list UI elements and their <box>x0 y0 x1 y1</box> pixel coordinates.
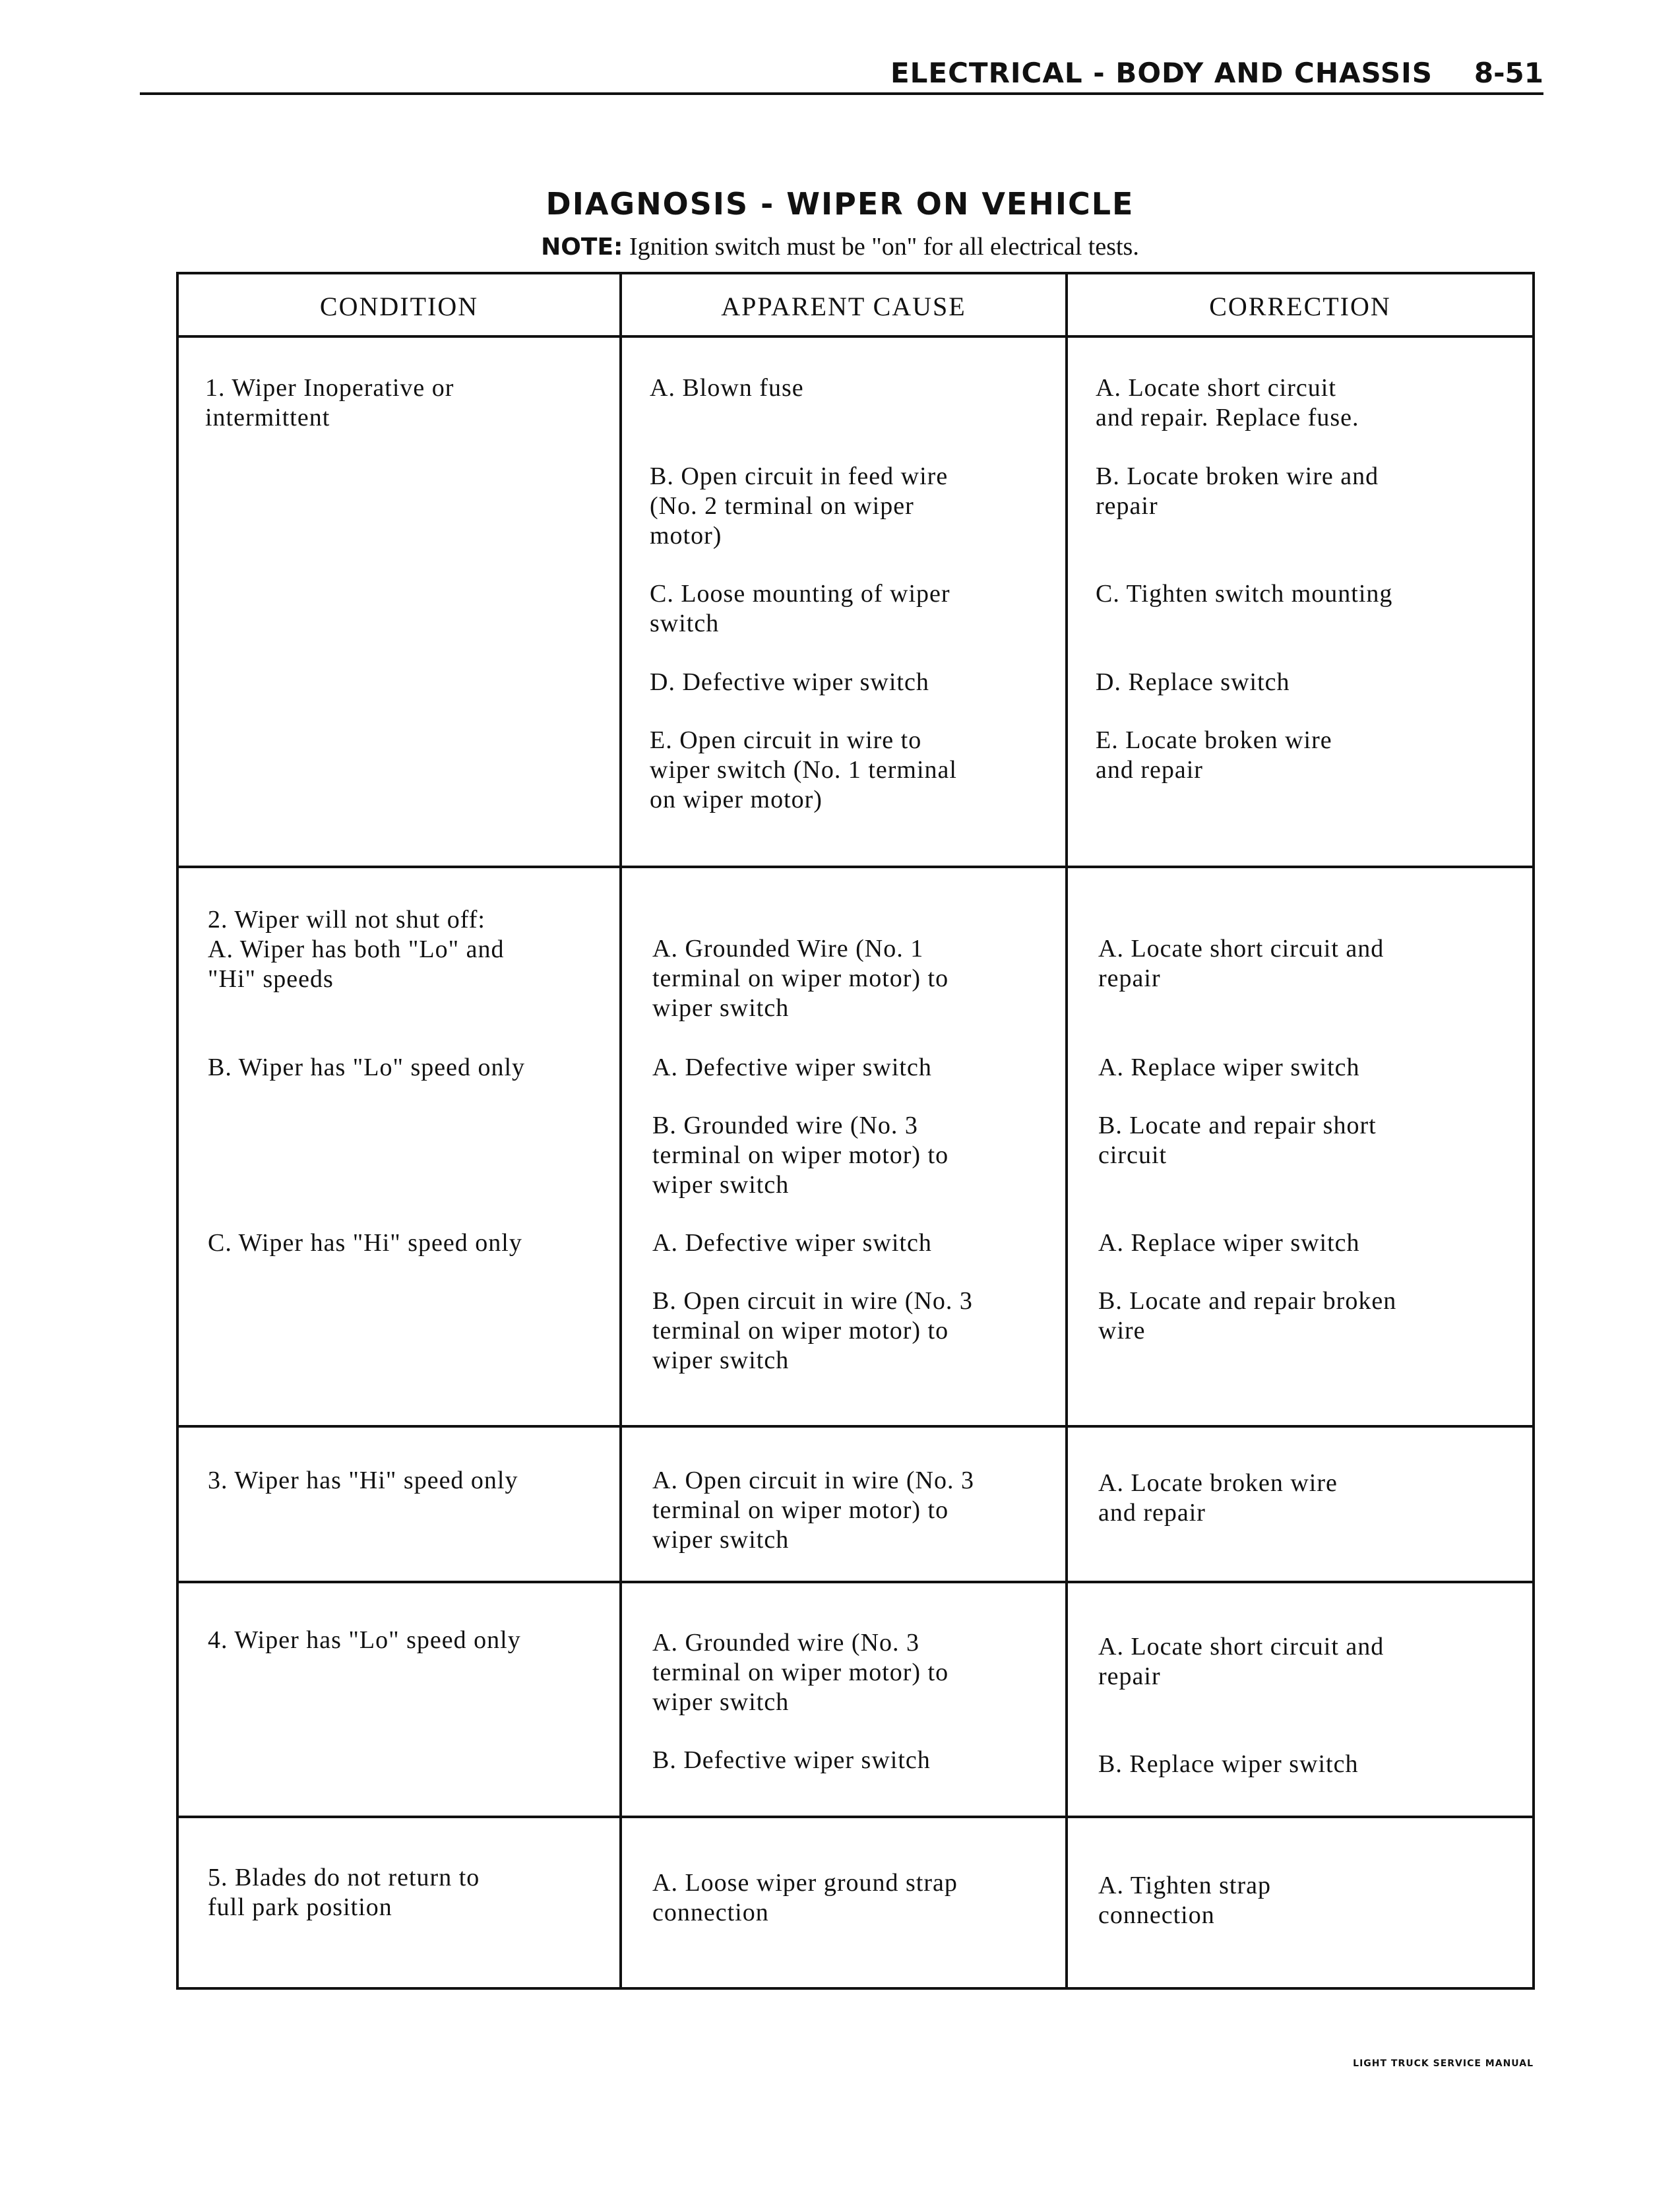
row5-condition: 5. Blades do not return to full park position <box>208 1864 480 1921</box>
row1-correction-a: A. Locate short circuit and repair. Replace fuse. <box>1096 374 1359 431</box>
row3-condition: 3. Wiper has "Hi" speed only <box>208 1467 518 1494</box>
row2b-correction-a: A. Replace wiper switch <box>1098 1054 1360 1081</box>
row4-cause-b: B. Defective wiper switch <box>652 1746 931 1774</box>
row5-cause-a: A. Loose wiper ground strap connection <box>652 1869 958 1926</box>
row2a-cause: A. Grounded Wire (No. 1 terminal on wiper motor) to wiper switch <box>652 935 949 1022</box>
row1-cause-d: D. Defective wiper switch <box>650 668 929 696</box>
row-divider <box>179 1581 1532 1583</box>
note <box>0 232 1680 261</box>
row2c-correction-b: B. Locate and repair broken wire <box>1098 1287 1397 1345</box>
page-number: 8-51 <box>1474 57 1543 89</box>
note-text: Ignition switch must be "on" for all electrical tests. <box>623 233 1139 261</box>
row4-correction-b: B. Replace wiper switch <box>1098 1750 1359 1778</box>
row2b-correction-b: B. Locate and repair short circuit <box>1098 1112 1377 1169</box>
column-header-condition: CONDITION <box>319 291 479 321</box>
row2a-correction: A. Locate short circuit and repair <box>1098 935 1384 992</box>
row-divider <box>179 1816 1532 1818</box>
row3-correction-a: A. Locate broken wire and repair <box>1098 1469 1338 1527</box>
section-title: ELECTRICAL - BODY AND CHASSIS <box>890 57 1433 89</box>
column-divider <box>1065 274 1068 1987</box>
column-header-cause: APPARENT CAUSE <box>721 291 966 321</box>
row1-correction-e: E. Locate broken wire and repair <box>1096 726 1332 784</box>
diagnosis-table <box>176 272 1535 1990</box>
row2b-cause-b: B. Grounded wire (No. 3 terminal on wiper motor) to wiper switch <box>652 1112 949 1199</box>
row4-condition: 4. Wiper has "Lo" speed only <box>208 1626 521 1654</box>
row5-correction-a: A. Tighten strap connection <box>1098 1872 1271 1929</box>
row1-cause-b: B. Open circuit in feed wire (No. 2 terminal on wiper motor) <box>650 462 949 550</box>
document-title: DIAGNOSIS - WIPER ON VEHICLE <box>545 186 1135 222</box>
row1-correction-d: D. Replace switch <box>1096 668 1290 696</box>
row1-cause-c: C. Loose mounting of wiper switch <box>650 580 950 637</box>
row2c-condition: C. Wiper has "Hi" speed only <box>208 1229 522 1257</box>
row3-cause-a: A. Open circuit in wire (No. 3 terminal on wiper motor) to wiper switch <box>652 1467 974 1554</box>
page-header <box>140 57 1543 94</box>
row1-cause-e: E. Open circuit in wire to wiper switch (No. 1 terminal on wiper motor) <box>650 726 957 813</box>
row2c-correction-a: A. Replace wiper switch <box>1098 1229 1360 1257</box>
row-divider <box>179 1425 1532 1428</box>
row2-condition: 2. Wiper will not shut off: A. Wiper has both "Lo" and "Hi" speeds <box>208 906 505 993</box>
row4-cause-a: A. Grounded wire (No. 3 terminal on wiper motor) to wiper switch <box>652 1629 949 1716</box>
note-label: NOTE: <box>541 234 623 261</box>
row4-correction-a: A. Locate short circuit and repair <box>1098 1633 1384 1690</box>
row2b-condition: B. Wiper has "Lo" speed only <box>208 1054 526 1081</box>
column-header-correction: CORRECTION <box>1209 291 1391 321</box>
header-rule <box>140 92 1543 95</box>
row2c-cause-a: A. Defective wiper switch <box>652 1229 932 1257</box>
column-divider <box>619 274 622 1987</box>
row1-condition: 1. Wiper Inoperative or intermittent <box>205 374 454 431</box>
row1-correction-c: C. Tighten switch mounting <box>1096 580 1393 608</box>
row2b-cause-a: A. Defective wiper switch <box>652 1054 932 1081</box>
row1-correction-b: B. Locate broken wire and repair <box>1096 462 1379 520</box>
row2c-cause-b: B. Open circuit in wire (No. 3 terminal on wiper motor) to wiper switch <box>652 1287 973 1374</box>
footer-label: LIGHT TRUCK SERVICE MANUAL <box>1353 2058 1534 2069</box>
row1-cause-a: A. Blown fuse <box>650 374 804 402</box>
row-divider <box>179 866 1532 868</box>
